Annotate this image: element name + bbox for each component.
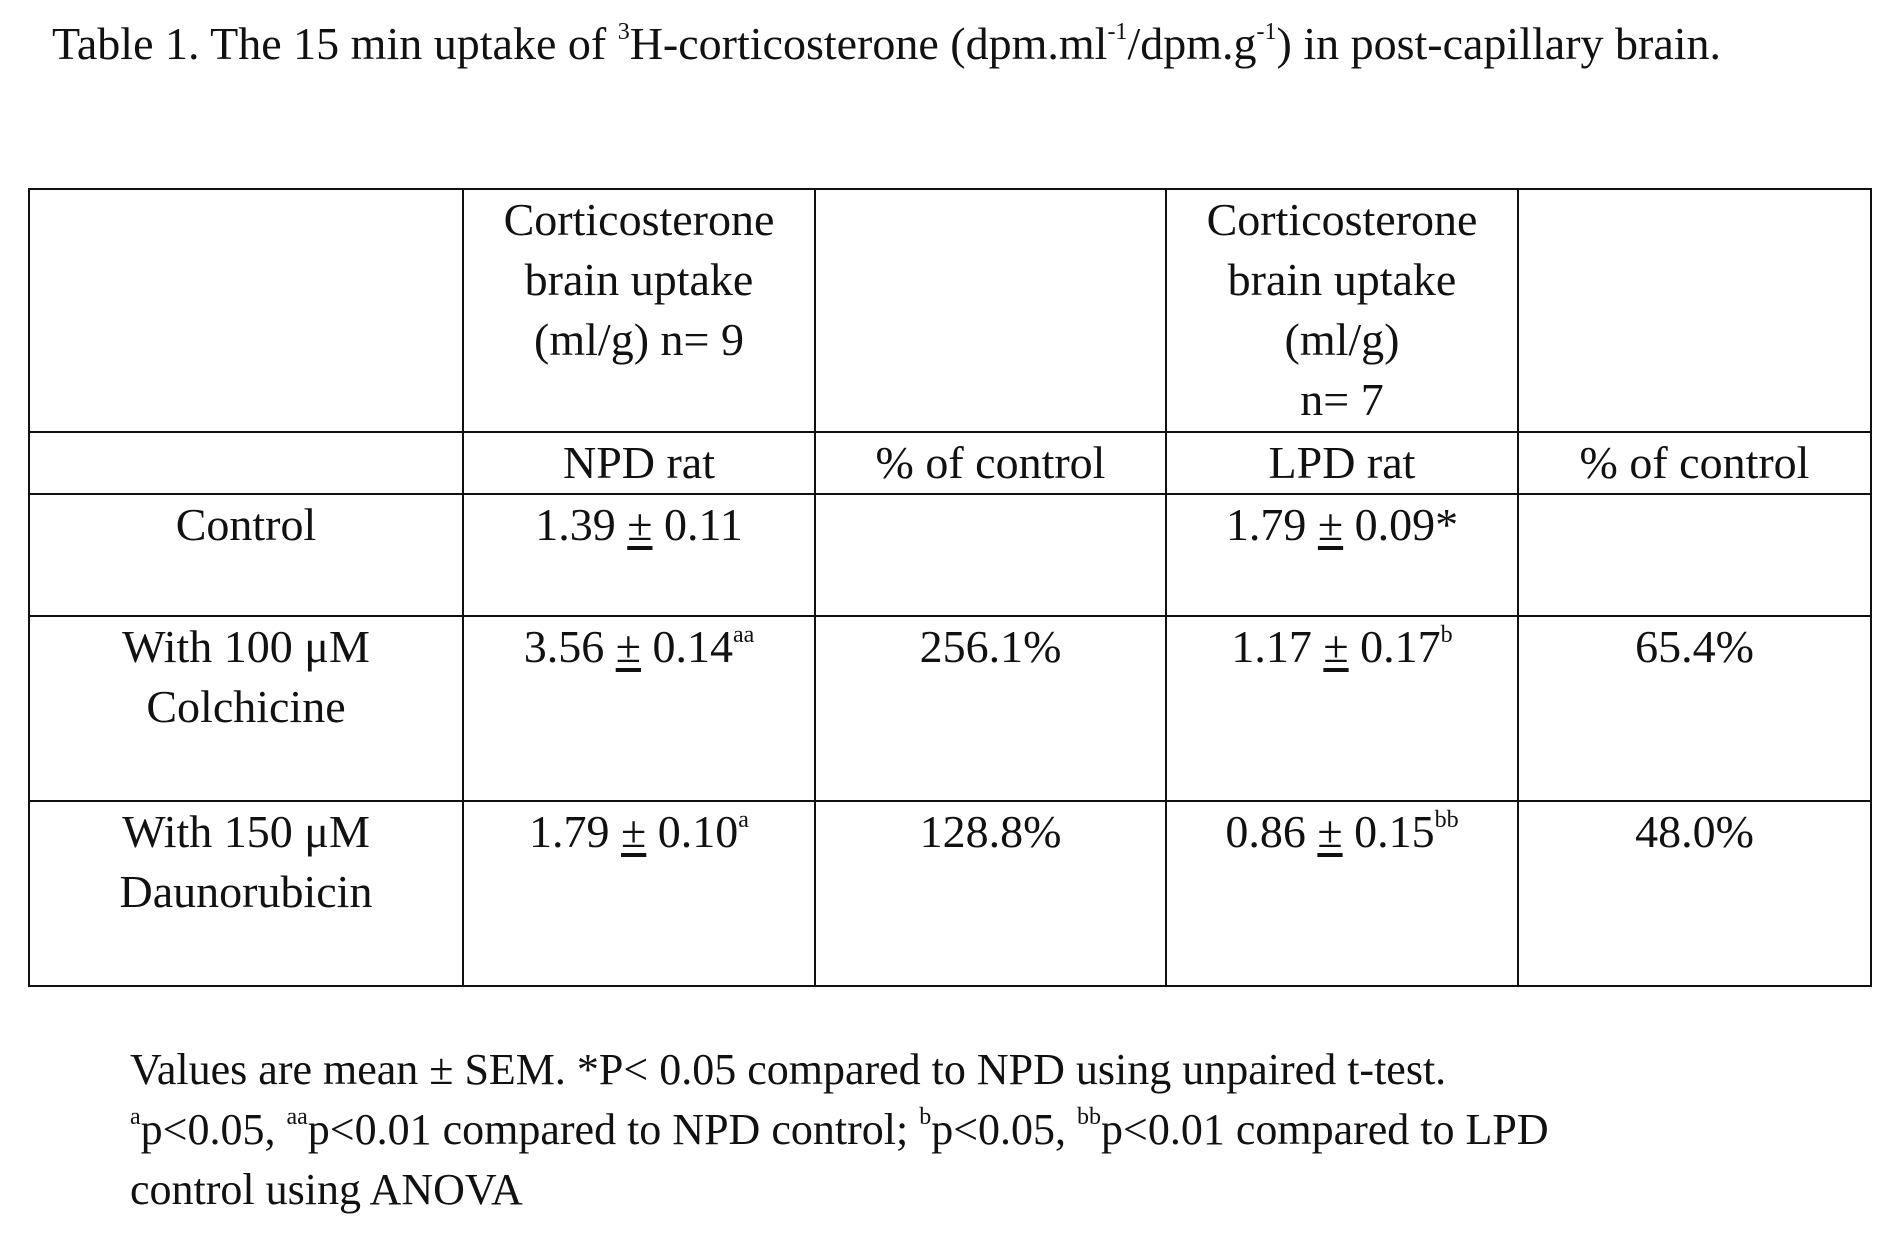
cell-colchicine-npd-pct: 256.1%: [815, 616, 1166, 801]
subheader-lpd-pct: % of control: [1518, 432, 1871, 494]
sem: 0.10: [657, 806, 739, 857]
value: 1.79: [1225, 499, 1307, 550]
sem: 0.11: [663, 499, 743, 550]
plus-minus: ±: [627, 499, 653, 550]
significance-mark: aa: [732, 621, 755, 648]
footnote-mark: bb: [1077, 1104, 1102, 1131]
footnote-mark: a: [130, 1104, 141, 1131]
sem: 0.09*: [1354, 499, 1459, 550]
subheader-empty-cell: [29, 432, 463, 494]
row-label-daunorubicin: [29, 801, 463, 986]
caption-superscript-ml: -1: [1107, 18, 1128, 45]
footnote-text: p<0.01 compared to NPD control;: [307, 1105, 920, 1154]
header-npd-uptake: [463, 189, 815, 432]
header-empty-cell: [29, 189, 463, 432]
cell-daunorubicin-lpd-pct: 48.0%: [1518, 801, 1871, 986]
header-lpd-n: n= 7: [1300, 374, 1384, 425]
row-label-line: Colchicine: [146, 681, 346, 732]
table-subheader-row: [29, 432, 1871, 494]
significance-mark: b: [1440, 621, 1453, 648]
cell-daunorubicin-npd: [463, 801, 815, 986]
value: 3.56: [523, 621, 605, 672]
subheader-npd-rat: NPD rat: [463, 432, 815, 494]
plus-minus: ±: [615, 621, 641, 672]
header-lpd-uptake: [1166, 189, 1518, 432]
caption-prefix: Table 1. The 15 min uptake of: [52, 18, 618, 69]
plus-minus: ±: [1317, 499, 1344, 550]
row-label-control: Control: [29, 494, 463, 616]
footnote-text: p<0.01 compared to LPD: [1101, 1105, 1549, 1154]
plus-minus: ±: [1317, 806, 1343, 857]
plus-minus: ±: [621, 806, 647, 857]
value: 1.17: [1231, 621, 1312, 672]
cell-control-npd: [463, 494, 815, 616]
caption-superscript-g: -1: [1256, 18, 1277, 45]
subheader-lpd-rat: LPD rat: [1166, 432, 1518, 494]
sem: 0.17: [1360, 621, 1441, 672]
table-caption: [52, 14, 1852, 74]
cell-colchicine-npd: [463, 616, 815, 801]
cell-control-lpd: [1166, 494, 1518, 616]
row-label-line: With 100 μM: [122, 621, 370, 672]
caption-suffix: ) in post-capillary brain.: [1276, 18, 1722, 69]
row-label-line: With 150 μM: [122, 806, 370, 857]
table-row: [29, 801, 1871, 986]
significance-mark: bb: [1434, 806, 1459, 833]
footnote-line: control using ANOVA: [130, 1165, 523, 1214]
footnote-mark: aa: [286, 1104, 308, 1131]
footnote-mark: b: [919, 1104, 932, 1131]
footnote-text: p<0.05,: [931, 1105, 1078, 1154]
cell-control-lpd-pct: [1518, 494, 1871, 616]
header-empty-cell: [815, 189, 1166, 432]
header-empty-cell: [1518, 189, 1871, 432]
row-label-line: Daunorubicin: [119, 866, 373, 917]
uptake-table: [28, 188, 1872, 987]
row-label-colchicine: [29, 616, 463, 801]
caption-mid: /dpm.g: [1127, 18, 1257, 69]
footnote-line: Values are mean ± SEM. *P< 0.05 compared to NPD using unpaired t-test.: [130, 1045, 1447, 1094]
sem: 0.15: [1354, 806, 1435, 857]
caption-compound: H-corticosterone (dpm.ml: [629, 18, 1108, 69]
cell-colchicine-lpd-pct: 65.4%: [1518, 616, 1871, 801]
cell-colchicine-lpd: [1166, 616, 1518, 801]
table-footnotes: [130, 1040, 1850, 1220]
value: 0.86: [1225, 806, 1306, 857]
cell-control-npd-pct: [815, 494, 1166, 616]
footnote-text: p<0.05,: [140, 1105, 287, 1154]
sem: 0.14: [652, 621, 733, 672]
caption-isotope-superscript: 3: [617, 18, 630, 45]
subheader-npd-pct: % of control: [815, 432, 1166, 494]
header-npd-uptake-text: Corticosterone brain uptake (ml/g) n= 9: [503, 194, 775, 365]
table-header-row: [29, 189, 1871, 432]
table-row: [29, 494, 1871, 616]
footnote-line: [130, 1100, 1850, 1160]
plus-minus: ±: [1323, 621, 1349, 672]
significance-mark: a: [738, 806, 749, 833]
cell-daunorubicin-npd-pct: 128.8%: [815, 801, 1166, 986]
cell-daunorubicin-lpd: [1166, 801, 1518, 986]
value: 1.79: [529, 806, 610, 857]
value: 1.39: [535, 499, 616, 550]
header-lpd-uptake-text: Corticosterone brain uptake (ml/g): [1206, 194, 1478, 365]
table-row: [29, 616, 1871, 801]
